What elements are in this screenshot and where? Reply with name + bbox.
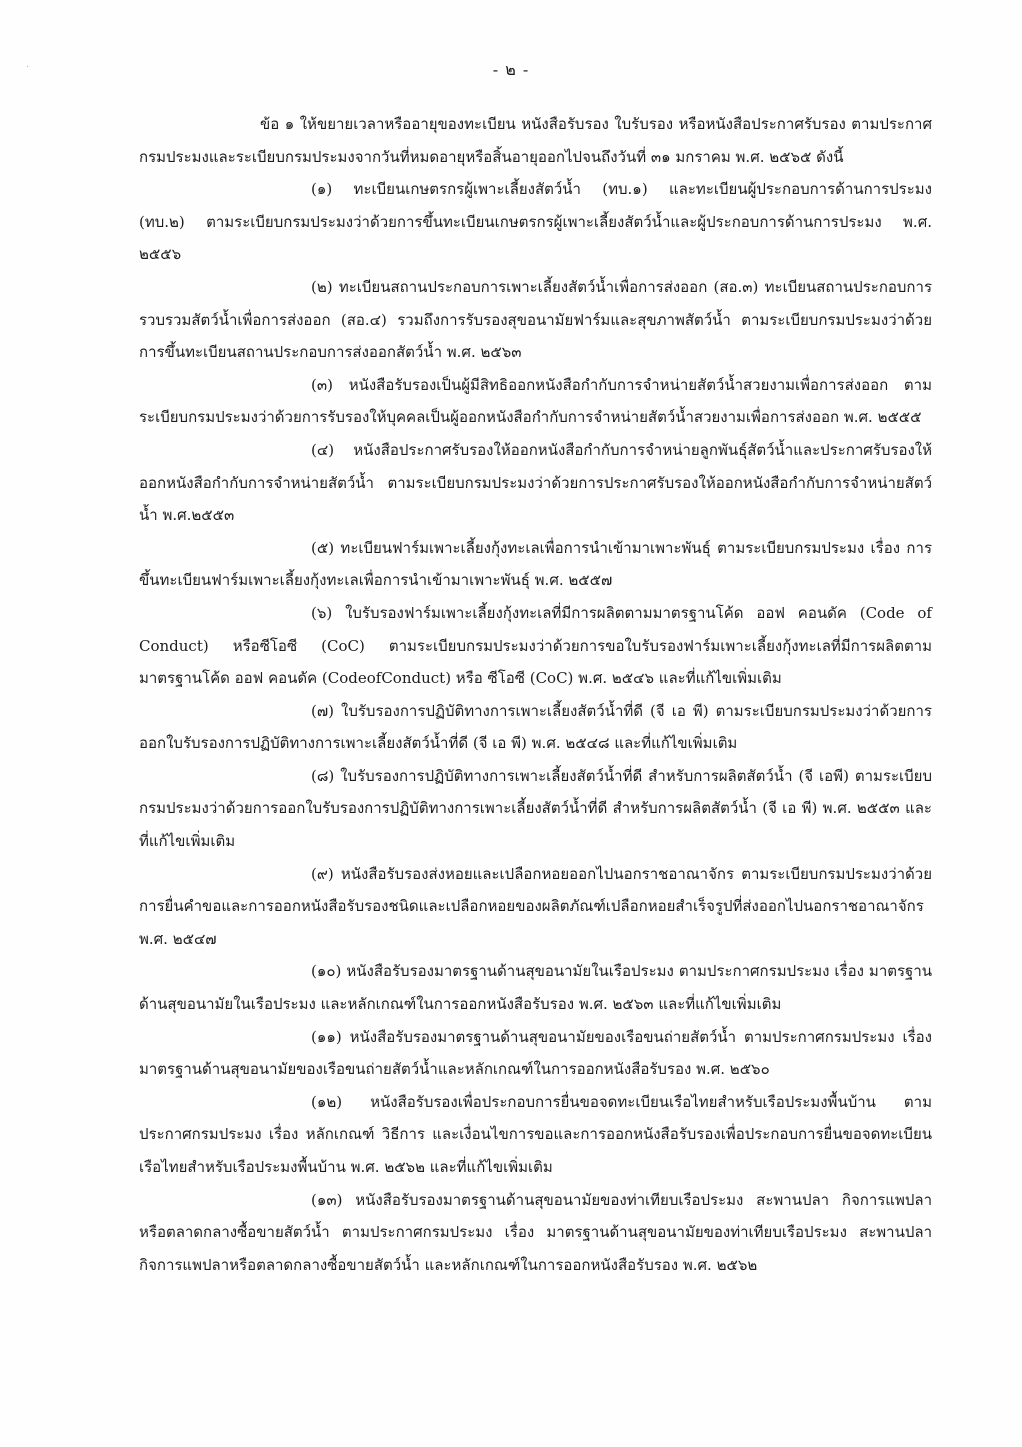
paragraph-item-6: (๖) ใบรับรองฟาร์มเพาะเลี้ยงกุ้งทะเลที่มีการผลิตตามมาตรฐานโค้ด ออฟ คอนดัค (Code of Conduct) หรือซีโอซี (CoC) ตามระเบียบกรมประมงว่าด้วยการขอใบรับรองฟาร์มเพาะเลี้ยงกุ้งทะเลที่มีการผลิตตามมาตรฐานโค้ด ออฟ คอนดัค (CodeofConduct) หรือ ซีโอซี (CoC) พ.ศ. ๒๕๔๖ และที่แก้ไขเพิ่มเติม: [139, 603, 932, 688]
page-number: - ๒ -: [492, 60, 530, 79]
paragraph-item-11: (๑๑) หนังสือรับรองมาตรฐานด้านสุขอนามัยของเรือขนถ่ายสัตว์น้ำ ตามประกาศกรมประมง เรื่อง มาตรฐานด้านสุขอนามัยของเรือขนถ่ายสัตว์น้ำและหลักเกณฑ์ในการออกหนังสือรับรอง พ.ศ. ๒๕๖๐: [139, 1027, 932, 1079]
document-body: [139, 108, 932, 1281]
paragraph-item-7: (๗) ใบรับรองการปฏิบัติทางการเพาะเลี้ยงสัตว์น้ำที่ดี (จี เอ พี) ตามระเบียบกรมประมงว่าด้วยการออกใบรับรองการปฏิบัติทางการเพาะเลี้ยงสัตว์น้ำที่ดี (จี เอ พี) พ.ศ. ๒๕๔๘ และที่แก้ไขเพิ่มเติม: [139, 701, 932, 753]
paragraph-item-10: (๑๐) หนังสือรับรองมาตรฐานด้านสุขอนามัยในเรือประมง ตามประกาศกรมประมง เรื่อง มาตรฐานด้านสุขอนามัยในเรือประมง และหลักเกณฑ์ในการออกหนังสือรับรอง พ.ศ. ๒๕๖๓ และที่แก้ไขเพิ่มเติม: [139, 962, 932, 1014]
paragraph-clause-1: ข้อ ๑ ให้ขยายเวลาหรืออายุของทะเบียน หนังสือรับรอง ใบรับรอง หรือหนังสือประกาศรับรอง ตามประกาศกรมประมงและระเบียบกรมประมงจากวันที่หมดอายุหรือสิ้นอายุออกไปจนถึงวันที่ ๓๑ มกราคม พ.ศ. ๒๕๖๕ ดังนี้: [139, 115, 932, 166]
paragraph-item-9: (๙) หนังสือรับรองส่งหอยและเปลือกหอยออกไปนอกราชอาณาจักร ตามระเบียบกรมประมงว่าด้วยการยื่นคำขอและการออกหนังสือรับรองชนิดและเปลือกหอยของผลิตภัณฑ์เปลือกหอยสำเร็จรูปที่ส่งออกไปนอกราชอาณาจักร พ.ศ. ๒๕๔๗: [139, 864, 932, 948]
paragraph-item-13: (๑๓) หนังสือรับรองมาตรฐานด้านสุขอนามัยของท่าเทียบเรือประมง สะพานปลา กิจการแพปลาหรือตลาดกลางซื้อขายสัตว์น้ำ ตามประกาศกรมประมง เรื่อง มาตรฐานด้านสุขอนามัยของท่าเทียบเรือประมง สะพานปลา กิจการแพปลาหรือตลาดกลางซื้อขายสัตว์น้ำ และหลักเกณฑ์ในการออกหนังสือรับรอง พ.ศ. ๒๕๖๒: [139, 1190, 932, 1274]
paragraph-item-4: (๔) หนังสือประกาศรับรองให้ออกหนังสือกำกับการจำหน่ายลูกพันธุ์สัตว์น้ำและประกาศรับรองให้ออกหนังสือกำกับการจำหน่ายสัตว์น้ำ ตามระเบียบกรมประมงว่าด้วยการประกาศรับรองให้ออกหนังสือกำกับการจำหน่ายสัตว์น้ำ พ.ศ.๒๕๕๓: [139, 440, 932, 525]
paragraph-item-8: (๘) ใบรับรองการปฏิบัติทางการเพาะเลี้ยงสัตว์น้ำที่ดี สำหรับการผลิตสัตว์น้ำ (จี เอพี) ตามระเบียบกรมประมงว่าด้วยการออกใบรับรองการปฏิบัติทางการเพาะเลี้ยงสัตว์น้ำที่ดี สำหรับการผลิตสัตว์น้ำ (จี เอ พี) พ.ศ. ๒๕๕๓ และที่แก้ไขเพิ่มเติม: [139, 766, 932, 851]
paragraph-item-12: (๑๒) หนังสือรับรองเพื่อประกอบการยื่นขอจดทะเบียนเรือไทยสำหรับเรือประมงพื้นบ้าน ตามประกาศกรมประมง เรื่อง หลักเกณฑ์ วิธีการ และเงื่อนไขการขอและการออกหนังสือรับรองเพื่อประกอบการยื่นขอจดทะเบียนเรือไทยสำหรับเรือประมงพื้นบ้าน พ.ศ. ๒๕๖๒ และที่แก้ไขเพิ่มเติม: [139, 1092, 932, 1176]
scan-mark: ·: [26, 62, 30, 73]
paragraph-item-5: (๕) ทะเบียนฟาร์มเพาะเลี้ยงกุ้งทะเลเพื่อการนำเข้ามาเพาะพันธุ์ ตามระเบียบกรมประมง เรื่อง การขึ้นทะเบียนฟาร์มเพาะเลี้ยงกุ้งทะเลเพื่อการนำเข้ามาเพาะพันธุ์ พ.ศ. ๒๕๕๗: [139, 538, 932, 590]
paragraph-item-2: (๒) ทะเบียนสถานประกอบการเพาะเลี้ยงสัตว์น้ำเพื่อการส่งออก (สอ.๓) ทะเบียนสถานประกอบการรวบรวมสัตว์น้ำเพื่อการส่งออก (สอ.๔) รวมถึงการรับรองสุขอนามัยฟาร์มและสุขภาพสัตว์น้ำ ตามระเบียบกรมประมงว่าด้วยการขึ้นทะเบียนสถานประกอบการส่งออกสัตว์น้ำ พ.ศ. ๒๕๖๓: [139, 277, 932, 362]
paragraph-item-1: (๑) ทะเบียนเกษตรกรผู้เพาะเลี้ยงสัตว์น้ำ (ทบ.๑) และทะเบียนผู้ประกอบการด้านการประมง (ทบ.๒) ตามระเบียบกรมประมงว่าด้วยการขึ้นทะเบียนเกษตรกรผู้เพาะเลี้ยงสัตว์น้ำและผู้ประกอบการด้านการประมง พ.ศ. ๒๕๕๖: [139, 180, 932, 264]
paragraph-item-3: (๓) หนังสือรับรองเป็นผู้มีสิทธิออกหนังสือกำกับการจำหน่ายสัตว์น้ำสวยงามเพื่อการส่งออก ตามระเบียบกรมประมงว่าด้วยการรับรองให้บุคคลเป็นผู้ออกหนังสือกำกับการจำหน่ายสัตว์น้ำสวยงามเพื่อการส่งออก พ.ศ. ๒๕๕๕: [139, 375, 932, 427]
